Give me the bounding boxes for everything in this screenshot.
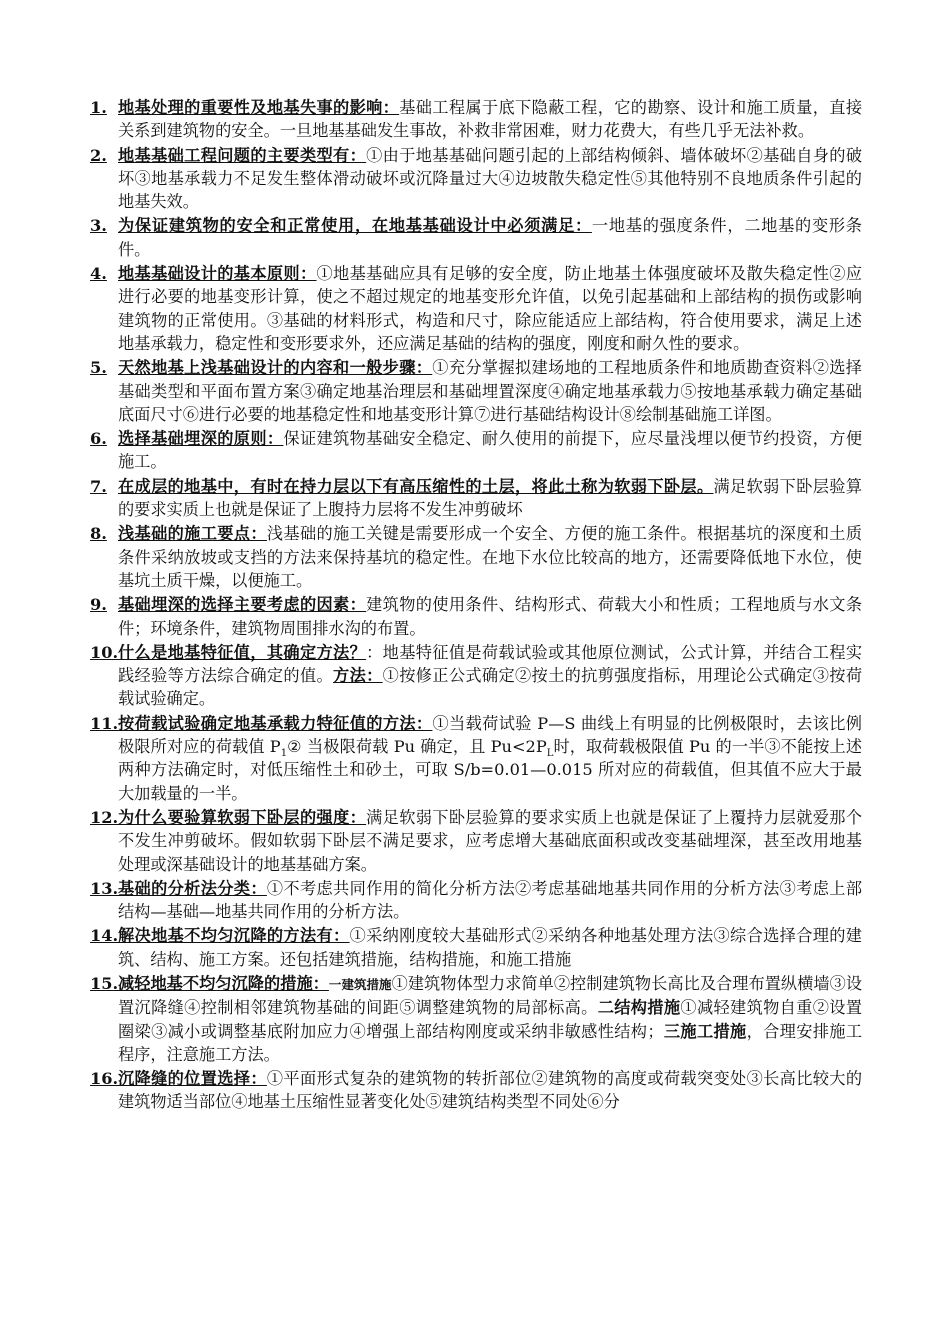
item-heading: 基础埋深的选择主要考虑的因素： [118,595,367,615]
item-number: 16. [90,1069,119,1089]
list-item [90,96,863,143]
item-body: ①地基基础应具有足够的安全度，防止地基土体强度破坏及散失稳定性②应进行必要的地基变形计算，使之不超过规定的地基变形允许值，以免引起基础和上部结构的损伤或影响建筑物的正常使用。③基础的材料形式，构造和尺寸，除应能适应上部结构，符合使用要求，满足上述地基承载力，稳定性和变形要求外，还应满足基础的结构的强度，刚度和耐久性的要求。 [118,264,863,353]
item-marker: 二结构措施 [597,998,681,1018]
item-heading: 浅基础的施工要点： [118,524,267,544]
item-number: 6. [90,429,107,449]
item-number: 8. [90,524,107,544]
item-marker: 一建筑措施 [328,976,392,992]
item-heading: 基础的分析法分类： [118,878,267,898]
item-number: 9. [90,595,107,615]
item-heading: 解决地基不均匀沉降的方法有： [118,926,350,946]
item-body: ①建筑物体型力求简单②控制建筑物长高比及合理布置纵横墙③设置沉降缝④控制相邻建筑物基础的间距⑤调整建筑物的局部标高。 [118,973,863,1018]
list-item [90,144,863,214]
subscript: 1 [280,748,288,760]
list-item [90,1067,863,1114]
list-item [90,877,863,924]
list-item [90,972,863,1066]
item-heading: 减轻地基不均匀沉降的措施： [118,973,329,993]
item-body: 满足软弱下卧层验算的要求实质上也就是保证了上覆持力层就爱那个不发生冲剪破坏。假如软弱下卧层不满足要求，应考虑增大基础底面积或改变基础埋深，甚至改用地基处理或深基础设计的地基基础方案。 [118,807,863,874]
list-item [90,806,863,876]
item-number: 1. [90,98,107,117]
item-number: 7. [90,476,107,496]
item-heading: 地基基础设计的基本原则： [118,264,317,284]
item-heading: 选择基础埋深的原则： [118,429,284,449]
list-item [90,712,863,805]
list-item [90,262,863,355]
item-number: 5. [90,358,107,378]
item-body: 满足软弱下卧层验算的要求实质上也就是保证了上腹持力层将不发生冲剪破坏 [118,476,863,520]
item-heading: 地基处理的重要性及地基失事的影响： [118,98,400,117]
list-item [90,522,863,592]
list-item [90,641,863,711]
list-item [90,356,862,426]
item-body: ①减轻建筑物自重②设置圈梁③减小或调整基底附加应力④增强上部结构刚度或采纳非敏感性结构； [118,998,863,1041]
list-item [90,593,863,640]
item-number: 14. [90,926,119,946]
item-heading: 天然地基上浅基础设计的内容和一般步骤： [118,358,433,378]
item-body: 建筑物的使用条件、结构形式、荷载大小和性质；工程地质与水文条件；环境条件，建筑物周围排水沟的布置。 [118,595,863,638]
item-number: 3. [90,216,107,236]
item-number: 4. [90,264,107,284]
item-marker: 三施工措施 [663,1021,747,1041]
item-body: ①采纳刚度较大基础形式②采纳各种地基处理方法③综合选择合理的建筑、结构、施工方案。还包括建筑措施，结构措施，和施工措施 [118,926,862,969]
item-number: 11. [90,713,119,733]
item-number: 13. [90,878,119,898]
item-heading: 地基基础工程问题的主要类型有： [118,145,367,165]
item-heading: 在成层的地基中，有时在持力层以下有高压缩性的土层，将此土称为软弱下卧层。 [118,476,714,496]
item-body: 基础工程属于底下隐蔽工程，它的勘察、设计和施工质量，直接关系到建筑物的安全。一旦地基基础发生事故，补救非常困难，财力花费大，有些几乎无法补救。 [118,98,863,141]
item-heading: 沉降缝的位置选择： [118,1069,267,1089]
item-body: 一地基的强度条件，二地基的变形条件。 [118,216,862,259]
item-subheading: 方法： [333,666,383,686]
subscript: L [546,748,554,760]
item-heading: 什么是地基特征值，其确定方法？ [118,642,367,662]
list-item [90,214,862,261]
item-body: ② 当极限荷载 Pu 确定，且 Pu<2P [287,737,547,757]
item-body: ①由于地基基础问题引起的上部结构倾斜、墙体破坏②基础自身的破坏③地基承载力不足发生整体滑动破坏或沉降量过大④边坡散失稳定性⑤其他特别不良地质条件引起的地基失效。 [118,145,863,212]
item-number: 10. [90,642,119,662]
item-body: 时，取荷载极限值 Pu 的一半③不能按上述两种方法确定时，对低压缩性土和砂土，可取 S/b=0.01—0.015 所对应的荷载值，但其值不应大于最大加载量的一半。 [118,737,863,803]
item-number: 12. [90,807,119,827]
item-body: ①不考虑共同作用的简化分析方法②考虑基础地基共同作用的分析方法③考虑上部结构—基础—地基共同作用的分析方法。 [118,878,863,922]
item-heading: 按荷载试验确定地基承载力特征值的方法： [118,713,433,733]
item-number: 2. [90,145,107,165]
list-item [90,924,862,971]
item-body: ：地基特征值是荷载试验或其他原位测试，公式计算，并结合工程实践经验等方法综合确定的值。 [118,642,863,686]
item-body: ①充分掌握拟建场地的工程地质条件和地质勘查资料②选择基础类型和平面布置方案③确定地基治理层和基础埋置深度④确定地基承载力⑤按地基承载力确定基础底面尺寸⑥进行必要的地基稳定性和地基变形计算⑦进行基础结构设计⑧绘制基础施工详图。 [118,358,862,424]
item-number: 15. [90,973,119,993]
numbered-list [90,96,863,1114]
item-body: 保证建筑物基础安全稳定、耐久使用的前提下，应尽量浅埋以便节约投资，方便施工。 [118,429,863,472]
list-item [90,475,863,522]
item-body: ，合理安排施工程序，注意施工方法。 [118,1021,863,1064]
item-body: 浅基础的施工关键是需要形成一个安全、方便的施工条件。根据基坑的深度和土质条件采纳放坡或支挡的方法来保持基坑的稳定性。在地下水位比较高的地方，还需要降低地下水位，使基坑土质干燥，以便施工。 [118,524,863,590]
item-body: ①当载荷试验 P—S 曲线上有明显的比例极限时，去该比例极限所对应的荷载值 P [118,713,862,757]
item-body: ①按修正公式确定②按土的抗剪强度指标，用理论公式确定③按荷载试验确定。 [118,666,863,709]
list-item [90,427,863,474]
item-body: ①平面形式复杂的建筑物的转折部位②建筑物的高度或荷载突变处③长高比较大的建筑物适当部位④地基土压缩性显著变化处⑤建筑结构类型不同处⑥分 [118,1069,863,1112]
item-heading: 为什么要验算软弱下卧层的强度： [118,807,367,827]
item-heading: 为保证建筑物的安全和正常使用，在地基基础设计中必须满足： [118,216,592,236]
